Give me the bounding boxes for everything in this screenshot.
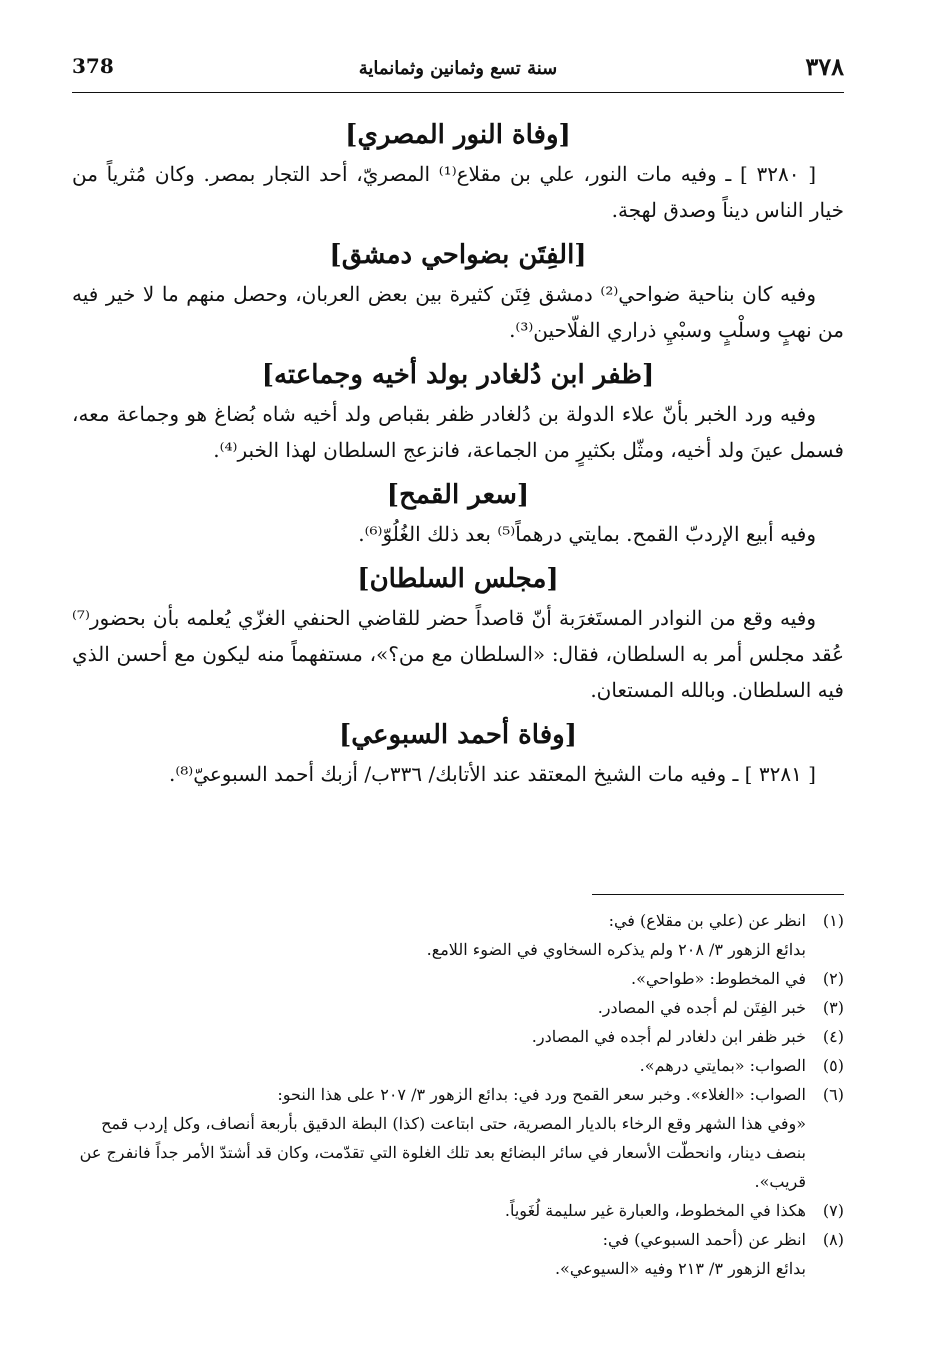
page-header [72,48,844,93]
section-ibn-dulghadir [72,354,844,468]
footnote-line: بدائع الزهور ٣/ ٢١٣ وفيه «السيوعي». [554,1259,806,1278]
footnote-number: (٦) [822,1085,844,1104]
footnote-6 [72,1080,844,1196]
footnote-number: (٣) [822,998,844,1017]
section-death-subui [72,714,844,792]
main-text [72,108,844,798]
footnote-number: (٥) [822,1056,844,1075]
section-death-nur [72,114,844,228]
section-sultan-council [72,558,844,708]
section-paragraph: وفيه وقع من النوادر المستَغرَبة أنّ قاصداً حضر للقاضي الحنفي الغزّي يُعلمه بأن بحضور⁽⁷⁾ عُقد مجلس أمر به السلطان، فقال: «السلطان مع من؟»، مستفهماً منه ليكون مع أحسن الذي فيه السلطان. وبالله المستعان. [72,606,844,702]
footnote-8 [72,1225,844,1283]
footnote-number: (٧) [822,1201,844,1220]
footnote-number: (٢) [822,969,844,988]
footnote-number: (١) [822,911,844,930]
section-paragraph: وفيه ورد الخبر بأنّ علاء الدولة بن دُلغادر ظفر بقباص ولد أخيه شاه بُضاغ هو وجماعة معه، فسمل عينَ ولد أخيه، ومثّل بكثيرٍ من الجماعة، فانزعج السلطان لهذا الخبر⁽⁴⁾. [72,402,844,462]
footnote-number: (٨) [822,1230,844,1249]
footnote-line: «وفي هذا الشهر وقع الرخاء بالديار المصرية، حتى ابتاعت (كذا) البطة الدقيق بأربعة أنصاف، وكل إردب قمح بنصف دينار، وانحطّت الأسعار في سائر البضائع بعد تلك الغلوة التي تقدّمت، وكان قد أشتدّ الأمر جداً فانفرج عن قريب». [79,1114,806,1191]
footnote-number: (٤) [822,1027,844,1046]
footnote-line: خبر ظفر ابن دلغادر لم أجده في المصادر. [531,1027,806,1046]
footnote-line: الصواب: «الغلاء». وخبر سعر القمح ورد في: بدائع الزهور ٣/ ٢٠٧ على هذا النحو: [277,1085,806,1104]
running-title: سنة تسع وثمانين وثمانماية [358,58,558,79]
section-paragraph: [ ٣٢٨٠ ] ـ وفيه مات النور، علي بن مقلاع⁽¹⁾ المصريّ، أحد التجار بمصر. وكان مُثرياً من خيار الناس ديناً وصدق لهجة. [72,162,844,222]
section-paragraph: وفيه أبيع الإردبّ القمح. بمايتي درهماً⁽⁵⁾ بعد ذلك الغُلُوّ⁽⁶⁾. [358,522,816,546]
page-number-arabic: ٣٧٨ [805,52,844,81]
footnote-4 [72,1022,844,1051]
footnote-line: بدائع الزهور ٣/ ٢٠٨ ولم يذكره السخاوي في الضوء اللامع. [426,940,806,959]
footnote-1 [72,906,844,964]
footnote-divider [592,894,844,895]
footnote-3 [72,993,844,1022]
section-heading: [مجلس السلطان] [357,564,559,594]
section-heading: [الفِتَن بضواحي دمشق] [329,240,587,270]
section-heading: [سعر القمح] [386,480,530,510]
footnotes [72,906,844,1283]
footnote-line: انظر عن (علي بن مقلاع) في: [608,911,806,930]
section-paragraph: [ ٣٢٨١ ] ـ وفيه مات الشيخ المعتقد عند الأتابك/ ٣٣٦ب/ أزبك أحمد السبوعيّ⁽⁸⁾. [168,762,816,786]
section-paragraph: وفيه كان بناحية ضواحي⁽²⁾ دمشق فِتَن كثيرة بين بعض العربان، وحصل منهم ما لا خير فيه من نهبٍ وسلْبٍ وسبْيِ ذراري الفلّاحين⁽³⁾. [72,282,844,342]
section-heading: [وفاة أحمد السبوعي] [338,720,577,750]
section-heading: [وفاة النور المصري] [345,120,571,150]
footnote-line: في المخطوط: «طواحي». [631,969,806,988]
footnote-line: الصواب: «بمايتي درهم». [639,1056,806,1075]
footnote-5 [72,1051,844,1080]
section-wheat-price [72,474,844,552]
section-heading: [ظفر ابن دُلغادر بولد أخيه وجماعته] [261,360,655,390]
footnote-line: هكذا في المخطوط، والعبارة غير سليمة لُغَوياً. [504,1201,806,1220]
footnote-2 [72,964,844,993]
section-fitan-damascus [72,234,844,348]
footnote-line: انظر عن (أحمد السبوعي) في: [602,1230,806,1249]
footnote-line: خبر الفِتَن لم أجده في المصادر. [597,998,806,1017]
page-number-latin: 378 [72,54,114,78]
footnote-7 [72,1196,844,1225]
